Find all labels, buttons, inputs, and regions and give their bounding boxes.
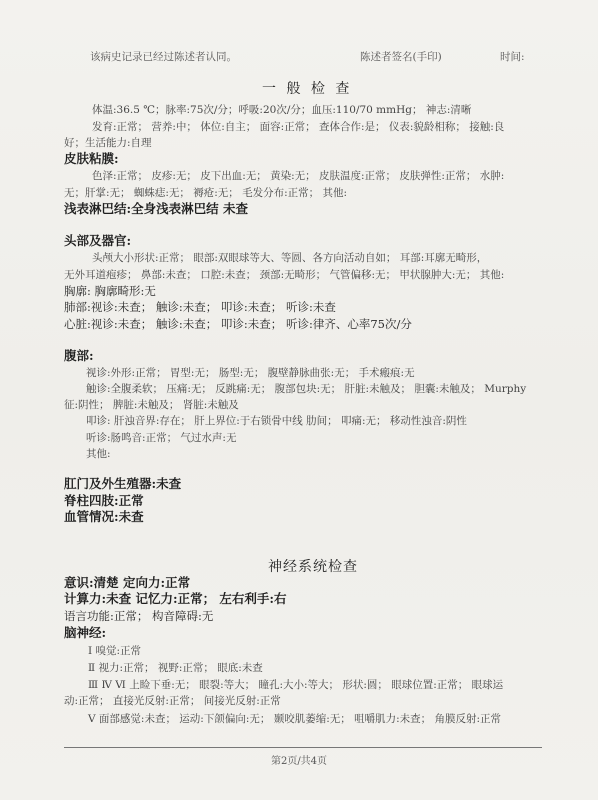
- cranial-nerves-heading: 脑神经:: [64, 625, 107, 640]
- abdomen-palpation-1: 触诊:全腹柔软； 压痛:无； 反跳痛:无； 腹部包块:无； 肝脏:未触及； 胆囊:未触及； Murphy: [86, 383, 527, 395]
- lung-line: 肺部:视诊:未查； 触诊:未查； 叩诊:未查； 听诊:未查: [64, 300, 336, 314]
- cranial-nerve-3-4-6a: Ⅲ Ⅳ Ⅵ 上睑下垂:无； 眼裂:等大； 瞳孔:大小:等大； 形状:圆； 眼球位置:正常； 眼球运: [88, 679, 504, 691]
- heart-line: 心脏:视诊:未查； 触诊:未查； 叩诊:未查； 听诊:律齐、心率75次/分: [64, 317, 412, 331]
- cranial-nerve-2: Ⅱ 视力:正常； 视野:正常； 眼底:未查: [88, 662, 263, 674]
- cranial-nerve-3-4-6b: 动:正常； 直接光反射:正常； 间接光反射:正常: [64, 695, 281, 707]
- spine-limbs-line: 脊柱四肢:正常: [64, 493, 144, 508]
- neuro-consciousness: 意识:清楚 定向力:正常: [64, 575, 191, 590]
- skin-line-2: 无；肝掌:无； 蜘蛛痣:无； 褥疮:无； 毛发分布:正常； 其他:: [64, 187, 348, 199]
- footer-divider: [64, 747, 542, 748]
- neuro-language: 语言功能:正常； 构音障碍:无: [64, 609, 214, 623]
- abdomen-auscultation: 听诊:肠鸣音:正常； 气过水声:无: [86, 432, 237, 444]
- abdomen-percussion: 叩诊: 肝浊音界:存在； 肝上界位:于右锁骨中线 肋间； 叩痛:无； 移动性浊音:阴性: [86, 415, 467, 427]
- confirm-statement: 该病史记录已经过陈述者认同。: [90, 51, 237, 63]
- signature-label: 陈述者签名(手印): [360, 51, 442, 63]
- general-line-2: 发育:正常； 营养:中； 体位:自主； 面容:正常； 查体合作:是； 仪表:貌龄相称； 接触:良: [92, 121, 505, 133]
- abdomen-palpation-2: 征:阴性； 脾脏:未触及； 肾脏:未触及: [64, 399, 239, 411]
- time-label: 时间:: [500, 51, 525, 63]
- anal-genital-line: 肛门及外生殖器:未查: [64, 476, 182, 491]
- head-heading: 头部及器官:: [64, 233, 132, 248]
- neuro-exam-title: 神经系统检查: [268, 559, 358, 575]
- abdomen-inspect: 视诊:外形:正常； 胃型:无； 肠型:无； 腹壁静脉曲张:无； 手术瘢痕:无: [86, 367, 415, 379]
- neuro-calculation: 计算力:未查 记忆力:正常； 左右利手:右: [64, 591, 287, 606]
- cranial-nerve-1: Ⅰ 嗅觉:正常: [88, 645, 142, 657]
- head-line-2: 无外耳道疱疹； 鼻部:未查； 口腔:未查； 颈部:无畸形； 气管偏移:无； 甲状腺肿大:无； 其他:: [64, 269, 505, 281]
- lymph-line: 浅表淋巴结:全身浅表淋巴结 未查: [64, 201, 248, 216]
- skin-heading: 皮肤粘膜:: [64, 151, 119, 166]
- vitals-line: 体温:36.5 ℃；脉率:75次/分；呼吸:20次/分；血压:110/70 mmHg； 神志:清晰: [92, 104, 472, 116]
- cranial-nerve-5: Ⅴ 面部感觉:未查； 运动:下颌偏向:无； 颞咬肌萎缩:无； 咀嚼肌力:未查； 角膜反射:正常: [88, 713, 501, 725]
- abdomen-other: 其他:: [86, 448, 111, 460]
- head-line-1: 头颅大小形状:正常； 眼部:双眼球等大、等圆、各方向活动自如； 耳部:耳廓无畸形，: [92, 252, 488, 264]
- page-number: 第2页/共4页: [270, 756, 328, 767]
- general-exam-title: 一 般 检 查: [262, 81, 353, 97]
- chest-line: 胸廓: 胸廓畸形:无: [64, 284, 156, 298]
- abdomen-heading: 腹部:: [64, 348, 94, 363]
- general-line-3: 好；生活能力:自理: [64, 137, 152, 149]
- vessel-line: 血管情况:未查: [64, 509, 144, 524]
- skin-line-1: 色泽:正常； 皮疹:无； 皮下出血:无； 黄染:无； 皮肤温度:正常； 皮肤弹性:正常； 水肿:: [92, 170, 505, 182]
